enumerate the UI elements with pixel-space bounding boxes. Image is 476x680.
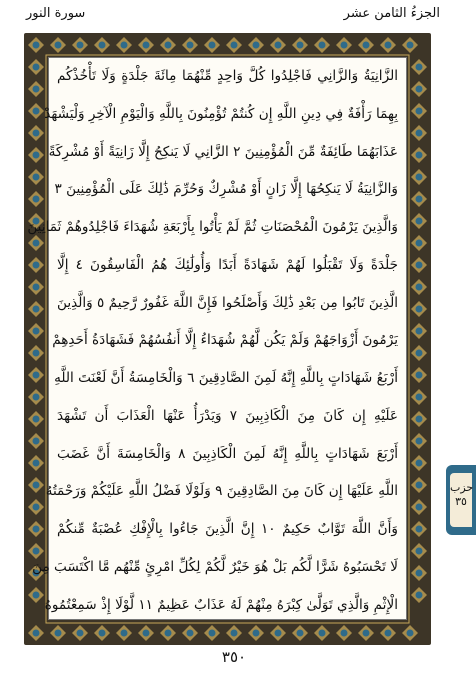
border-ornament	[411, 81, 427, 97]
border-ornament	[358, 625, 374, 641]
text-line-10: عَلَيْهِ إِن كَانَ مِنَ الْكَاذِبِينَ ٧ وَيَدْرَأُ عَنْهَا الْعَذَابَ أَن تَشْهَدَ	[57, 407, 399, 424]
border-ornament	[314, 37, 330, 53]
border-ornament	[204, 625, 220, 641]
border-ornament	[182, 625, 198, 641]
border-ornament	[28, 37, 44, 53]
hizb-number: ٣٥	[455, 494, 467, 508]
text-line-8: يَرْمُونَ أَزْوَاجَهُمْ وَلَمْ يَكُن لَّهُمْ شُهَدَاءُ إِلَّا أَنفُسُهُمْ فَشَهَادَةُ أَحَدِهِمْ	[52, 332, 398, 349]
border-ornament	[160, 625, 176, 641]
border-ornament	[28, 389, 44, 405]
border-ornament	[411, 345, 427, 361]
border-ornament	[116, 37, 132, 53]
text-line-5: وَالَّذِينَ يَرْمُونَ الْمُحْصَنَاتِ ثُمَّ لَمْ يَأْتُوا بِأَرْبَعَةِ شُهَدَاءَ فَاجْلِدُوهُمْ ثَمَانِينَ	[27, 219, 398, 235]
border-ornament	[28, 125, 44, 141]
border-ornament	[411, 213, 427, 229]
border-ornament	[336, 37, 352, 53]
border-ornament	[94, 37, 110, 53]
border-ornament	[411, 191, 427, 207]
border-ornament	[411, 521, 427, 537]
border-ornament	[28, 411, 44, 427]
border-ornament	[94, 625, 110, 641]
border-ornament	[204, 37, 220, 53]
border-ornament	[411, 323, 427, 339]
juz-header: الجزءُ الثامن عشر	[343, 6, 440, 21]
hizb-side-tab[interactable]	[446, 465, 476, 535]
border-ornament	[28, 625, 44, 641]
border-ornament	[28, 81, 44, 97]
border-ornament	[72, 625, 88, 641]
border-ornament	[380, 625, 396, 641]
border-ornament	[72, 37, 88, 53]
border-ornament	[411, 279, 427, 295]
border-ornament	[411, 301, 427, 317]
border-ornament	[411, 587, 427, 603]
page-number: ٣٥٠	[221, 648, 247, 666]
border-ornament	[411, 433, 427, 449]
border-ornament	[226, 625, 242, 641]
border-ornament	[411, 499, 427, 515]
border-ornament	[411, 125, 427, 141]
border-ornament	[292, 37, 308, 53]
text-line-12: اللَّهِ عَلَيْهَا إِن كَانَ مِنَ الصَّادِقِينَ ٩ وَلَوْلَا فَضْلُ اللَّهِ عَلَيْكُمْ وَرَحْمَتُهُ	[45, 483, 398, 500]
border-ornament	[28, 367, 44, 383]
border-ornament	[411, 235, 427, 251]
text-line-2: بِهِمَا رَأْفَةٌ فِي دِينِ اللَّهِ إِن كُنتُمْ تُؤْمِنُونَ بِاللَّهِ وَالْيَوْمِ الْآخِرِ وَلْيَشْهَدْ	[44, 105, 398, 122]
border-ornament	[411, 477, 427, 493]
border-ornament	[28, 191, 44, 207]
border-ornament	[270, 37, 286, 53]
border-ornament	[28, 433, 44, 449]
border-ornament	[411, 59, 427, 75]
border-ornament	[28, 279, 44, 295]
border-ornament	[28, 521, 44, 537]
border-ornament	[28, 169, 44, 185]
border-ornament	[28, 587, 44, 603]
border-ornament	[402, 37, 418, 53]
border-ornament	[28, 301, 44, 317]
border-ornament	[28, 323, 44, 339]
text-line-4: وَالزَّانِيَةُ لَا يَنكِحُهَا إِلَّا زَانٍ أَوْ مُشْرِكٌ وَحُرِّمَ ذَٰلِكَ عَلَى الْمُؤْمِنِينَ ٣	[54, 181, 398, 198]
border-ornament	[28, 257, 44, 273]
border-ornament	[380, 37, 396, 53]
border-ornament	[28, 59, 44, 75]
border-ornament	[28, 345, 44, 361]
border-ornament	[28, 147, 44, 163]
text-line-9: أَرْبَعُ شَهَادَاتٍ بِاللَّهِ إِنَّهُ لَمِنَ الصَّادِقِينَ ٦ وَالْخَامِسَةُ أَنَّ لَعْنَتَ اللَّهِ	[54, 370, 398, 386]
border-ornament	[138, 625, 154, 641]
border-ornament	[292, 625, 308, 641]
border-ornament	[270, 625, 286, 641]
border-ornament	[28, 103, 44, 119]
border-ornament	[116, 625, 132, 641]
border-ornament	[160, 37, 176, 53]
text-line-15: الْإِثْمِ وَالَّذِي تَوَلَّىٰ كِبْرَهُ مِنْهُمْ لَهُ عَذَابٌ عَظِيمٌ ١١ لَّوْلَا إِذْ سَمِعْتُمُوهُ	[44, 596, 398, 613]
border-ornament	[411, 389, 427, 405]
hizb-label: حزب	[450, 481, 474, 494]
text-line-6: جَلْدَةً وَلَا تَقْبَلُوا لَهُمْ شَهَادَةً أَبَدًا وَأُولَٰئِكَ هُمُ الْفَاسِقُونَ ٤ إِلَّا	[57, 256, 398, 273]
text-line-14: لَا تَحْسَبُوهُ شَرًّا لَّكُم بَلْ هُوَ خَيْرٌ لَّكُمْ لِكُلِّ امْرِئٍ مِّنْهُم مَّا اكْتَسَبَ مِنَ	[32, 558, 398, 575]
quran-text-page	[27, 57, 407, 620]
hizb-marker	[450, 473, 472, 527]
border-ornament	[411, 367, 427, 383]
border-ornament	[336, 625, 352, 641]
border-ornament	[411, 565, 427, 581]
border-ornament	[411, 411, 427, 427]
text-line-7: الَّذِينَ تَابُوا مِن بَعْدِ ذَٰلِكَ وَأَصْلَحُوا فَإِنَّ اللَّهَ غَفُورٌ رَّحِيمٌ ٥ وَالَّذِينَ	[56, 294, 398, 311]
border-ornament	[28, 499, 44, 515]
text-line-13: وَأَنَّ اللَّهَ تَوَّابٌ حَكِيمٌ ١٠ إِنَّ الَّذِينَ جَاءُوا بِالْإِفْكِ عُصْبَةٌ مِّنكُمْ	[57, 521, 398, 537]
border-ornament	[411, 543, 427, 559]
border-ornament	[411, 103, 427, 119]
border-ornament	[358, 37, 374, 53]
border-ornament	[28, 235, 44, 251]
border-ornament	[182, 37, 198, 53]
border-ornament	[314, 625, 330, 641]
border-ornament	[50, 37, 66, 53]
border-ornament	[28, 455, 44, 471]
border-ornament	[411, 257, 427, 273]
border-ornament	[226, 37, 242, 53]
text-line-3: عَذَابَهُمَا طَائِفَةٌ مِّنَ الْمُؤْمِنِينَ ٢ الزَّانِي لَا يَنكِحُ إِلَّا زَانِيَةً أَوْ مُشْرِكَةً	[48, 143, 398, 160]
border-ornament	[411, 147, 427, 163]
text-line-11: أَرْبَعَ شَهَادَاتٍ بِاللَّهِ إِنَّهُ لَمِنَ الْكَاذِبِينَ ٨ وَالْخَامِسَةَ أَنَّ غَضَبَ	[57, 445, 398, 462]
border-ornament	[411, 455, 427, 471]
border-ornament	[138, 37, 154, 53]
border-ornament	[402, 625, 418, 641]
border-ornament	[28, 477, 44, 493]
border-ornament	[50, 625, 66, 641]
border-ornament	[248, 625, 264, 641]
border-ornament	[411, 169, 427, 185]
text-line-1: الزَّانِيَةُ وَالزَّانِي فَاجْلِدُوا كُلَّ وَاحِدٍ مِّنْهُمَا مِائَةَ جَلْدَةٍ وَلَا تَأْخُذْكُم	[57, 68, 398, 84]
border-ornament	[248, 37, 264, 53]
surah-header: سورة النور	[26, 6, 86, 21]
border-ornament	[28, 543, 44, 559]
